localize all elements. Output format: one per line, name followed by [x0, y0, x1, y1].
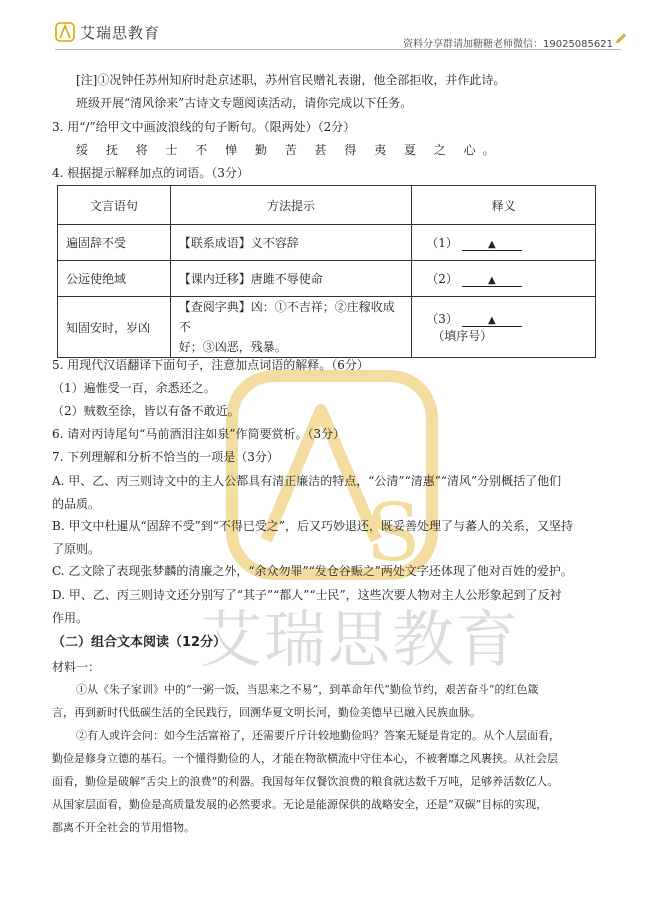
option-d: D. 甲、乙、丙三则诗文还分别写了“其子”“都人”“士民”，这些次要人物对主人公形象起到了反衬	[52, 588, 562, 602]
material-label: 材料一：	[52, 660, 101, 674]
answer-cell	[412, 297, 596, 358]
watermark-text: 艾瑞思教育	[200, 603, 521, 676]
hint-cell: 【联系成语】义不容辞	[170, 225, 411, 261]
table-header: 释义	[412, 186, 596, 225]
question-6: 6. 请对丙诗尾句“马前酒泪注如泉”作简要赏析。（3分）	[52, 427, 346, 441]
answer-number: （2）	[426, 272, 458, 286]
option-b: B. 甲文中杜暹从“固辞不受”到“不得已受之”，后又巧妙退还，既妥善处理了与蕃人的关系，又坚持	[52, 519, 573, 533]
material-p1-cont: 言，再到新时代低碳生活的全民践行，回溯华夏文明长河，勤俭美德早已融入民族血脉。	[52, 706, 481, 719]
header-rule	[55, 49, 621, 50]
task-intro: 班级开展“清风徐来”古诗文专题阅读活动，请你完成以下任务。	[76, 96, 413, 110]
answer-blank[interactable]: ▲	[462, 275, 522, 287]
option-c: C. 乙文除了表现张梦麟的清廉之外，“余众勿罪”“发仓谷赈之”两处文字还体现了他对百姓的爱护。	[52, 564, 573, 578]
material-p2-cont: 面看，勤俭是破解“舌尖上的浪费”的利器。我国每年仅餐饮浪费的粮食就达数千万吨，足够养活数亿人。	[52, 775, 559, 788]
hint-cell	[170, 297, 411, 358]
phrase-cell: 知固安时，岁凶	[58, 297, 171, 358]
table-header-row	[58, 186, 596, 225]
question-7: 7. 下列理解和分析不恰当的一项是（3分）	[52, 450, 279, 464]
option-a: A. 甲、乙、丙三则诗文中的主人公都具有清正廉洁的特点，“公清”“清惠”“清风”分别概括了他们	[52, 474, 562, 488]
material-p1: ①从《朱子家训》中的“一粥一饭，当思来之不易”，到革命年代“勤俭节约，艰苦奋斗”的红色箴	[76, 683, 539, 696]
page-header	[0, 0, 651, 50]
answer-cell	[412, 261, 596, 297]
hint-line: 【查阅字典】凶：①不吉祥；②庄稼收成不	[178, 300, 395, 334]
material-p2: ②有人或许会问：如今生活富裕了，还需要斤斤计较地勤俭吗？答案无疑是肯定的。从个人层面看，	[76, 729, 560, 742]
option-a-cont: 的品质。	[52, 497, 101, 511]
pencil-icon	[615, 31, 627, 43]
answer-cell	[412, 225, 596, 261]
material-p2-cont: 勤俭是修身立德的基石。一个懂得勤俭的人，才能在物欲横流中守住本心，不被奢靡之风裹挟。从社会层	[52, 752, 558, 765]
question-5: 5. 用现代汉语翻译下面句子，注意加点词语的解释。（6分）	[52, 358, 369, 372]
hint-line: 好；③凶恶，残暴。	[178, 340, 287, 354]
question-4: 4. 根据提示解释加点的词语。（3分）	[52, 166, 249, 180]
question-3: 3. 用“/”给甲文中画波浪线的句子断句。（限两处）（2分）	[52, 120, 356, 134]
table-row	[58, 261, 596, 297]
material-p2-cont: 从国家层面看，勤俭是高质量发展的必然要求。无论是能源保供的战略安全，还是“双碳”目标的实现，	[52, 798, 548, 811]
phrase-cell: 遍固辞不受	[58, 225, 171, 261]
svg-text:S: S	[366, 486, 421, 579]
option-b-cont: 了原则。	[52, 542, 101, 556]
brand-name: 艾瑞思教育	[80, 24, 161, 42]
translate-sentence-1: （1）遍惟受一百，余悉还之。	[52, 381, 216, 395]
hint-cell: 【课内迁移】唐雎不辱使命	[170, 261, 411, 297]
answer-number: （3）	[426, 312, 458, 326]
explanation-table	[57, 185, 596, 358]
section-heading: （二）组合文本阅读（12分）	[52, 635, 227, 650]
table-row	[58, 225, 596, 261]
phrase-cell: 公远使绝域	[58, 261, 171, 297]
option-d-cont: 作用。	[52, 611, 89, 625]
answer-blank[interactable]: ▲	[462, 315, 522, 327]
table-row	[58, 297, 596, 358]
logo-a-icon	[55, 22, 75, 42]
note-line: [注]①况钟任苏州知府时赴京述职，苏州官民赠礼表谢，他全部拒收，并作此诗。	[76, 73, 506, 87]
translate-sentence-2: （2）贼数至徐，皆以有备不敢近。	[52, 404, 240, 418]
answer-number: （1）	[426, 236, 458, 250]
material-p2-cont: 都离不开全社会的节用惜物。	[52, 821, 195, 834]
punctuation-sentence: 绥 抚 将 士 不 惮 勤 苦 甚 得 夷 夏 之 心。	[76, 143, 502, 157]
answer-suffix: （填序号）	[432, 329, 493, 343]
table-header: 文言语句	[58, 186, 171, 225]
answer-blank[interactable]: ▲	[462, 239, 522, 251]
table-header: 方法提示	[170, 186, 411, 225]
contact-note: 资料分享群请加糖糖老师微信：19025085621	[403, 39, 613, 50]
